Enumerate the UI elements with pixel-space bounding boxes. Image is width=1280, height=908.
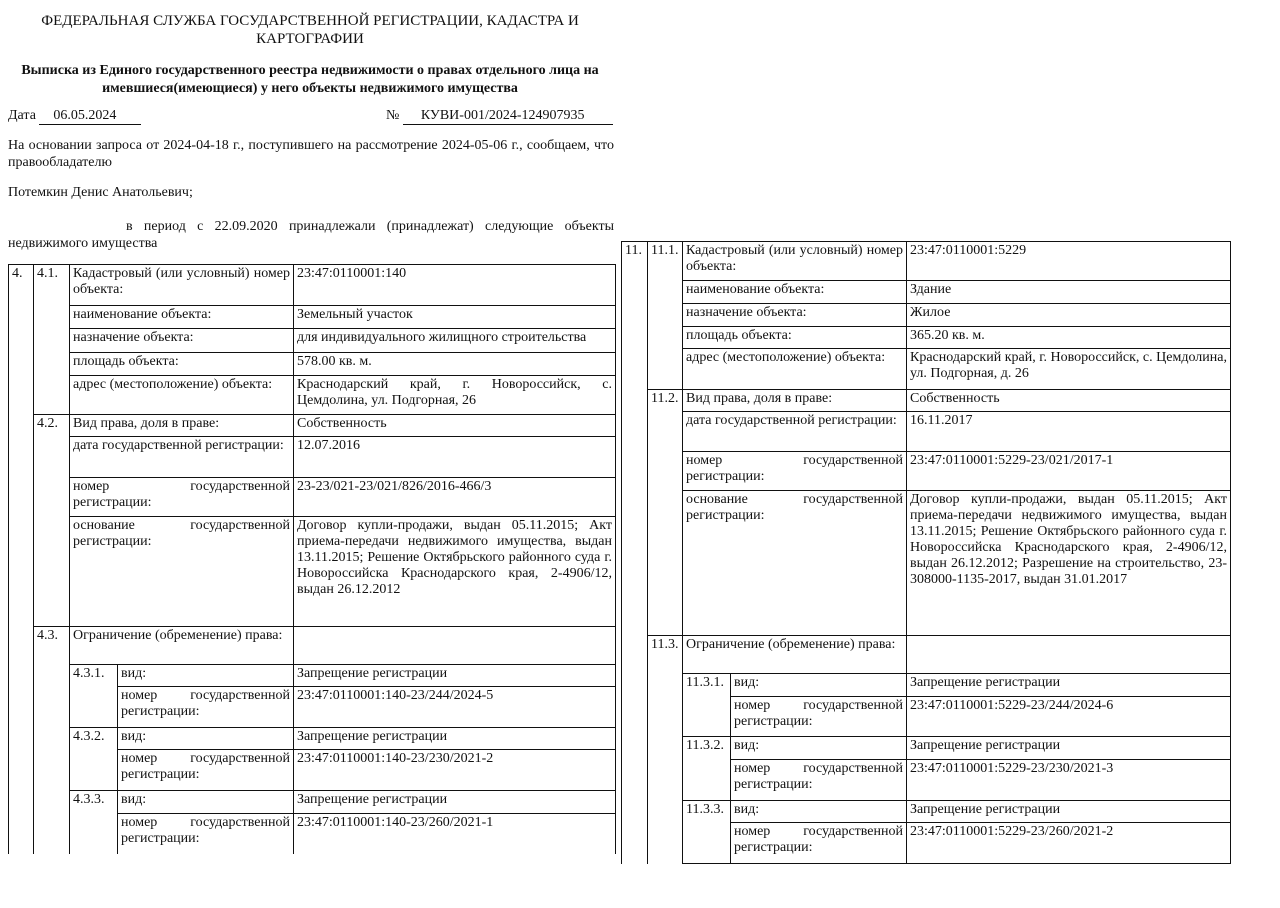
restriction-kind-label: вид: [118,664,294,686]
restriction-kind-value: Запрещение регистрации [907,674,1231,696]
reg-basis-label: основание государственной регистрации: [683,490,907,635]
restriction-kind-label: вид: [731,674,907,696]
cadastral-label: Кадастровый (или условный) номер объекта: [683,242,907,281]
purpose-value: для индивидуального жилищного строительства [294,329,616,352]
reg-number-value: 23:47:0110001:5229-23/021/2017-1 [907,451,1231,490]
restriction-reg-number-value: 23:47:0110001:5229-23/230/2021-3 [907,759,1231,800]
restriction-reg-number-label: номер государственной регистрации: [731,759,907,800]
right-type-value: Собственность [907,389,1231,411]
reg-number-label: номер государственной регистрации: [70,478,294,517]
purpose-label: назначение объекта: [683,304,907,326]
object-name-value: Земельный участок [294,305,616,328]
object-name-value: Здание [907,280,1231,303]
reg-number-value: 23-23/021-23/021/826/2016-466/3 [294,478,616,517]
area-value: 578.00 кв. м. [294,352,616,375]
restriction-label: Ограничение (обременение) права: [70,627,294,665]
restriction-reg-number-value: 23:47:0110001:5229-23/260/2021-2 [907,823,1231,864]
restriction-kind-label: вид: [731,737,907,759]
restriction-value [294,627,616,665]
restriction-number: 11.3.1. [683,674,731,737]
restriction-kind-label: вид: [118,791,294,813]
object-name-label: наименование объекта: [683,280,907,303]
purpose-value: Жилое [907,304,1231,326]
restriction-number: 4.3.2. [70,727,118,790]
section-number: 11.3. [648,635,683,864]
restriction-label: Ограничение (обременение) права: [683,635,907,674]
restriction-kind-value: Запрещение регистрации [294,727,616,749]
restriction-reg-number-label: номер государственной регистрации: [118,750,294,791]
left-property-table [8,264,616,854]
restriction-number: 4.3.3. [70,791,118,854]
cadastral-value: 23:47:0110001:140 [294,265,616,306]
restriction-reg-number-value: 23:47:0110001:5229-23/244/2024-6 [907,696,1231,737]
reg-date-label: дата государственной регистрации: [70,437,294,478]
reg-basis-label: основание государственной регистрации: [70,516,294,626]
section-number: 4.1. [34,265,70,415]
area-value: 365.20 кв. м. [907,326,1231,348]
owner-name: Потемкин Денис Анатольевич; [8,185,193,200]
address-value: Краснодарский край, г. Новороссийск, с. Цемдолина, ул. Подгорная, 26 [294,376,616,415]
object-name-label: наименование объекта: [70,305,294,328]
section-number: 4.3. [34,627,70,855]
address-label: адрес (местоположение) объекта: [683,349,907,390]
date-row [8,107,141,125]
reg-date-label: дата государственной регистрации: [683,412,907,452]
section-number: 4.2. [34,414,70,626]
cadastral-label: Кадастровый (или условный) номер объекта: [70,265,294,306]
document-title: Выписка из Единого государственного реестра недвижимости о правах отдельного лица на имевшиеся(имеющиеся) у него объекты недвижимого имущества [21,63,599,96]
reg-date-value: 12.07.2016 [294,437,616,478]
right-property-table [621,241,1231,864]
restriction-reg-number-value: 23:47:0110001:140-23/244/2024-5 [294,687,616,728]
restriction-kind-label: вид: [731,800,907,822]
reg-number-label: номер государственной регистрации: [683,451,907,490]
purpose-label: назначение объекта: [70,329,294,352]
restriction-reg-number-value: 23:47:0110001:140-23/230/2021-2 [294,750,616,791]
restriction-kind-value: Запрещение регистрации [294,791,616,813]
item-number: 11. [622,242,648,864]
reg-basis-value: Договор купли-продажи, выдан 05.11.2015; Акт приема-передачи недвижимого имущества, выдан 13.11.2015; Решение Октябрьского районного суда г. Новороссийска Краснодарского края, 2-4906/12, выдан 26.12.2012 [294,516,616,626]
period-line-1: в период с 22.09.2020 принадлежали (принадлежат) следующие объекты [126,219,614,234]
number-row [386,107,613,125]
restriction-value [907,635,1231,674]
number-label: № [386,108,400,123]
basis-paragraph: На основании запроса от 2024-04-18 г., поступившего на рассмотрение 2024-05-06 г., сообщаем, что правообладателю [8,138,614,170]
reg-basis-value: Договор купли-продажи, выдан 05.11.2015; Акт приема-передачи недвижимого имущества, выдан 13.11.2015; Решение Октябрьского районного суда г. Новороссийска Краснодарского края, 2-4906/12, выдан 26.12.2012; Разрешение на строительство, 23-308000-1135-2017, выдан 31.01.2017 [907,490,1231,635]
address-value: Краснодарский край, г. Новороссийск, с. Цемдолина, ул. Подгорная, д. 26 [907,349,1231,390]
item-number: 4. [9,265,34,855]
area-label: площадь объекта: [683,326,907,348]
restriction-kind-value: Запрещение регистрации [907,800,1231,822]
area-label: площадь объекта: [70,352,294,375]
restriction-number: 4.3.1. [70,664,118,727]
restriction-number: 11.3.2. [683,737,731,800]
restriction-kind-value: Запрещение регистрации [294,664,616,686]
right-type-label: Вид права, доля в праве: [683,389,907,411]
address-label: адрес (местоположение) объекта: [70,376,294,415]
restriction-kind-value: Запрещение регистрации [907,737,1231,759]
agency-title: ФЕДЕРАЛЬНАЯ СЛУЖБА ГОСУДАРСТВЕННОЙ РЕГИСТРАЦИИ, КАДАСТРА И КАРТОГРАФИИ [41,13,579,47]
restriction-reg-number-value: 23:47:0110001:140-23/260/2021-1 [294,813,616,854]
restriction-kind-label: вид: [118,727,294,749]
restriction-reg-number-label: номер государственной регистрации: [118,813,294,854]
date-value: 06.05.2024 [39,107,141,125]
restriction-reg-number-label: номер государственной регистрации: [731,696,907,737]
reg-date-value: 16.11.2017 [907,412,1231,452]
number-value: КУВИ-001/2024-124907935 [403,107,613,125]
date-label: Дата [8,108,36,123]
restriction-reg-number-label: номер государственной регистрации: [118,687,294,728]
right-type-value: Собственность [294,414,616,436]
cadastral-value: 23:47:0110001:5229 [907,242,1231,281]
right-type-label: Вид права, доля в праве: [70,414,294,436]
section-number: 11.1. [648,242,683,390]
restriction-number: 11.3.3. [683,800,731,863]
restriction-reg-number-label: номер государственной регистрации: [731,823,907,864]
period-line-2: недвижимого имущества [8,236,158,251]
section-number: 11.2. [648,389,683,635]
